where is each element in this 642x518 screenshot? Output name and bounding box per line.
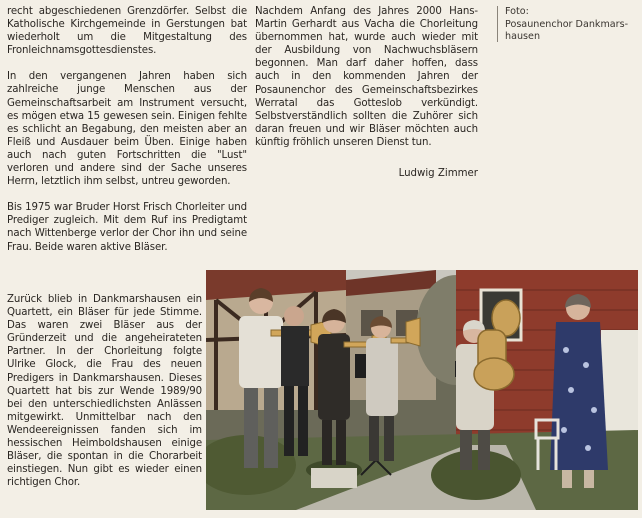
paragraph: Nachdem Anfang des Jahres 2000 Hans-Martin Gerhardt aus Vacha die Chorleitung übernommen hat, wurde auch wieder mit der Ausbildung von Nachwuchsbläsern begonnen. Man darf daher hoffen, dass auch in den kommenden Jahren der Posaunenchor des Gemeinschaftsbezirkes Werratal das Gotteslob verkündigt. Selbstverständlich sollten die Zuhörer sich daran freuen und wir Bläser möchten auch künftig fröhlich unseren Dienst tun.	[255, 6, 478, 148]
paragraph: Bis 1975 war Bruder Horst Frisch Chorleiter und Prediger zugleich. Mit dem Ruf ins Predigtamt nach Wittenberge verlor der Chor ihn und seine Frau. Beide waren aktive Bläser.	[7, 202, 247, 253]
text-column-left-lower	[7, 293, 202, 502]
text-column-middle	[255, 5, 478, 162]
author-signature: Ludwig Zimmer	[398, 168, 478, 179]
paragraph: Zurück blieb in Dankmarshausen ein Quartett, ein Bläser für jede Stimme. Das waren zwei Bläser aus der Gründerzeit und die angeheirateten Partner. In der Chorleitung folgte Ulrike Glock, die Frau des neuen Predigers in Dankmarshausen. Dieses Quartett hat bis zur Wende 1989/90 bei den unterschiedlichsten Anlässen mitgewirkt. Unmittelbar nach den Wendeereignissen fanden sich im hessischen Heimboldshausen einige Bläser, die spontan in die Chorarbeit einstiegen. Nun gibt es wieder einen richtigen Chor.	[7, 294, 202, 489]
person	[550, 294, 608, 488]
caption-divider	[497, 6, 498, 42]
photo-illustration	[206, 270, 638, 510]
person	[281, 306, 309, 456]
caption-line: Posaunenchor Dankmars-	[505, 18, 629, 30]
caption-line: hausen	[505, 31, 541, 43]
photo-caption	[505, 6, 637, 44]
text-column-left	[7, 5, 247, 267]
paragraph: recht abgeschiedenen Grenzdörfer. Selbst die Katholische Kirchgemeinde in Gerstungen bat wiederholt um die Mitgestaltung des Fronleichnamsgottesdienstes.	[7, 6, 247, 57]
paragraph: In den vergangenen Jahren haben sich zahlreiche junge Menschen aus der Gemeinschaftsarbeit am Instrument versucht, es mögen etwa 15 gewesen sein. Einigen fehlte es schlicht an Begabung, den meisten aber an Fleiß und Ausdauer beim Üben. Einige haben auch nach guten Fortschritten die "Lust" verloren und andere sind der Sache unseres Herrn, letztlich ihm selbst, untreu geworden.	[7, 71, 247, 188]
photo-brass-choir	[206, 270, 638, 510]
caption-line: Foto:	[505, 6, 529, 17]
